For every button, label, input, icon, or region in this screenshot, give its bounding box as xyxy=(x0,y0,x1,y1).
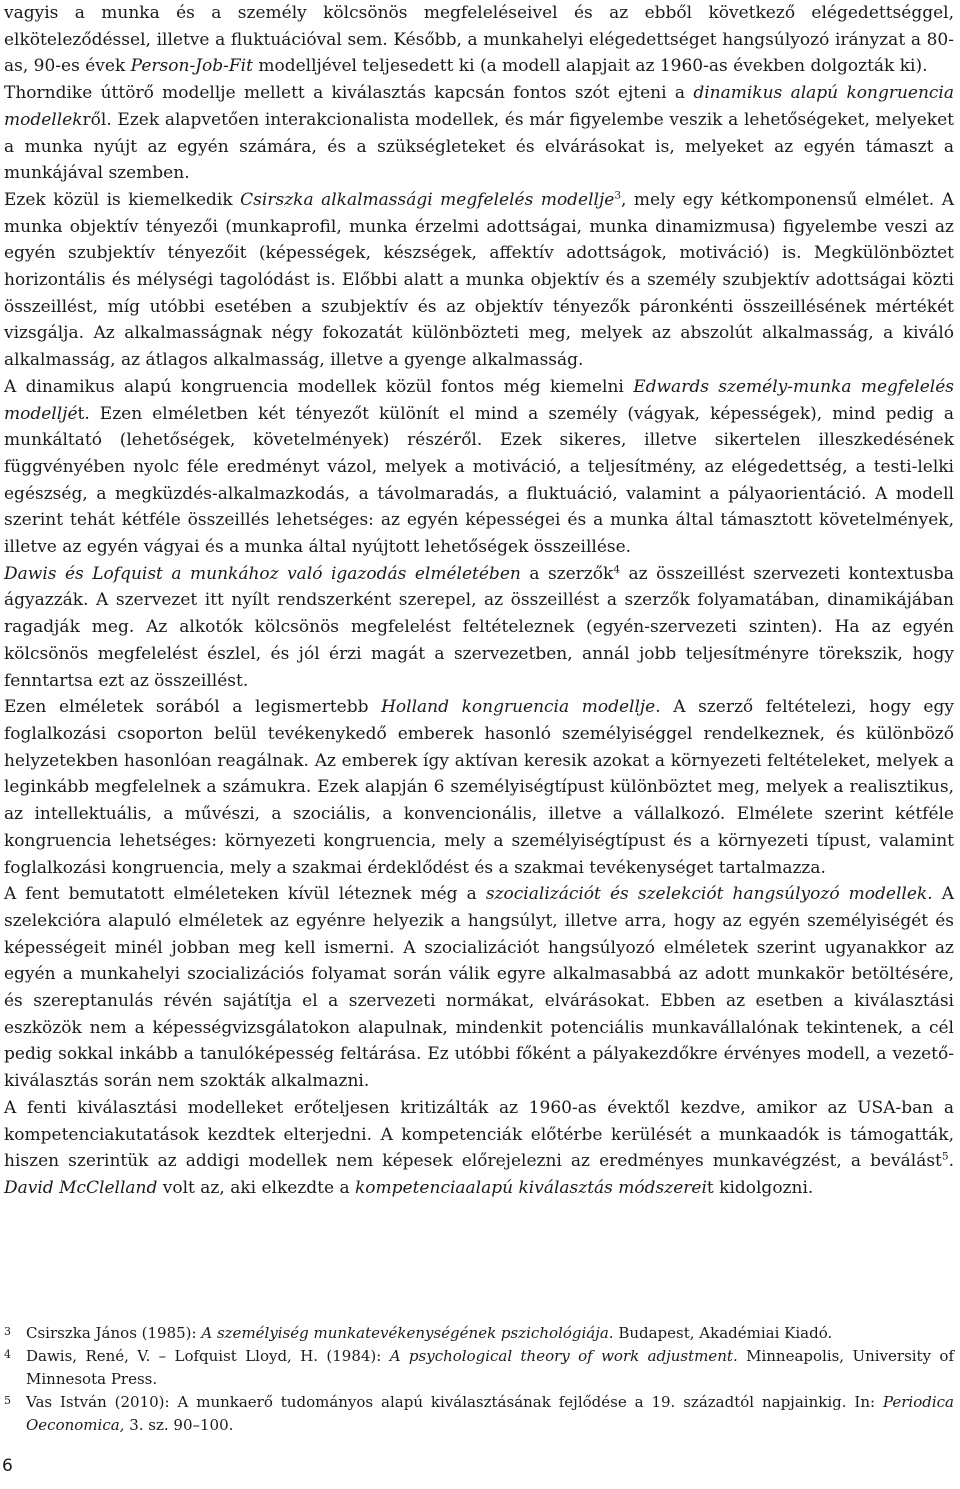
text-run: A fenti kiválasztási modelleket erőteljesen kritizálták az 1960-as évektől kezdve, amikor az USA-ban a kompetenciakutatások kezdtek elterjedni. A kompetenciák előtérbe kerülését a munkaadók is támogatták, hiszen szerintük az addigi modellek nem képesek előrejelezni az eredményes munkavégzést, a beválást xyxy=(4,1097,954,1172)
text-run: Dawis, René, V. – Lofquist Lloyd, H. (1984): xyxy=(26,1347,390,1365)
paragraph xyxy=(4,374,954,561)
paragraph xyxy=(4,80,954,187)
paragraph xyxy=(4,187,954,374)
paragraph xyxy=(4,0,954,80)
footnote-text xyxy=(26,1322,954,1345)
text-run: Thorndike úttörő modellje mellett a kiválasztás kapcsán fontos szót ejteni a xyxy=(4,83,694,104)
footnote-number: 5 xyxy=(4,1394,11,1407)
text-run: A szelekcióra alapuló elméletek az egyénre helyezik a hangsúlyt, illetve arra, hogy az egyén személyiségét és képességeit minél jobban meg kell ismerni. A szocializációt hangsúlyozó elméletek szerint ugyanakkor az egyén a munkahelyi szocializációs folyamat során válik egyre alkalmasabbá az adott munkakör betöltésére, és szereptanulás révén sajátítja el a szervezeti normákat, elvárásokat. Ebben az esetben a kiválasztási eszközök nem a képességvizsgálatokon alapulnak, mindenkit potenciális munkavállalónak tekintenek, a cél pedig sokkal inkább a tanulóképesség feltárása. Ez utóbbi főként a pályakezdőkre érvényes modell, a vezető-kiválasztás során nem szokták alkalmazni. xyxy=(4,884,955,1092)
text-run: Vas István (2010): A munkaerő tudományos alapú kiválasztásának fejlődése a 19. századtól napjainkig. In: xyxy=(26,1393,883,1411)
italic-text: Edwards személy-munka megfelelés modelljé xyxy=(4,376,954,424)
text-run: Ezek közül is kiemelkedik xyxy=(4,189,241,210)
italic-text: Holland kongruencia modellje. xyxy=(381,697,661,718)
text-run: Ezen elméletek sorából a legismertebb xyxy=(4,697,382,718)
body-text xyxy=(4,0,954,1202)
text-run: volt az, aki elkezdte a xyxy=(157,1177,355,1198)
text-run: a szerzők xyxy=(520,563,614,584)
text-run: Budapest, Akadémiai Kiadó. xyxy=(613,1324,833,1342)
italic-text: Person-Job-Fit xyxy=(130,56,253,77)
footnote-reference: 3 xyxy=(614,189,622,202)
italic-text: kompetenciaalapú kiválasztás módszerei xyxy=(355,1177,707,1198)
footnotes xyxy=(4,1322,954,1437)
text-run: modelljével teljesedett ki (a modell alapjait az 1960-as években dolgozták ki). xyxy=(252,56,928,77)
footnote-reference: 4 xyxy=(613,563,621,576)
italic-text: Csirszka alkalmassági megfelelés modellje xyxy=(240,189,615,210)
text-run: vagyis a munka és a személy kölcsönös megfeleléseivel és az ebből következő elégedettséggel, elköteleződéssel, illetve a fluktuációval sem. Később, a munkahelyi elégedettséget hangsúlyozó irányzat a 80-as, 90-es évek xyxy=(4,3,954,77)
text-run: . xyxy=(948,1151,954,1172)
text-run: ről. Ezek alapvetően interakcionalista modellek, és már figyelembe veszik a lehetőségeket, melyeket a munka nyújt az egyén számára, és a szükségleteket és elvárásokat is, melyeket az egyén támaszt a munkájával szemben. xyxy=(4,109,954,184)
paragraph xyxy=(4,561,954,695)
text-run: , mely egy kétkomponensű elmélet. A munka objektív tényezői (munkaprofil, munka érzelmi adottságai, munka dinamizmusa) figyelembe veszi az egyén szubjektív tényezőit (képességek, készségek, affektív adottságok, motiváció) is. Megkülönböztet horizontális és mélységi tagolódást is. Előbbi alatt a munka objektív és a személy szubjektív adottságai közti összeillést, míg utóbbi esetében a szubjektív és az objektív tényezők páronkénti összeillésének mértékét vizsgálja. Az alkalmasságnak négy fokozatát különbözteti meg, melyek az abszolút alkalmasság, a kiváló alkalmasság, az átlagos alkalmasság, illetve a gyenge alkalmasság. xyxy=(4,189,954,371)
text-run: A szerző feltételezi, hogy egy foglalkozási csoporton belül tevékenykedő emberek hasonló személyiséggel rendelkeznek, és különböző helyzetekben hasonlóan reagálnak. Az emberek így aktívan keresik azokat a környezeti feltételeket, melyek a leginkább megfelelnek a számukra. Ezek alapján 6 személyiségtípust különböztet meg, melyek a realisztikus, az intellektuális, a művészi, a szociális, a konvencionális, illetve a vállalkozó. Elmélete szerint kétféle kongruencia lehetséges: környezeti kongruencia, mely a személyiségtípust és a környezeti típust, valamint foglalkozási kongruencia, mely a szakmai érdeklődést és a szakmai tevékenységet tartalmazza. xyxy=(4,697,954,878)
text-run: Minneapolis, University of Minnesota Press. xyxy=(26,1347,955,1388)
italic-text: A psychological theory of work adjustment. xyxy=(389,1347,738,1365)
footnote-text xyxy=(26,1345,954,1391)
footnote-reference: 5 xyxy=(941,1150,949,1163)
text-run: A dinamikus alapú kongruencia modellek közül fontos még kiemelni xyxy=(4,376,634,397)
paragraph xyxy=(4,1095,954,1202)
footnote-number: 3 xyxy=(4,1325,11,1338)
italic-text: szocializációt és szelekciót hangsúlyozó modellek. xyxy=(485,884,933,905)
italic-text: A személyiség munkatevékenységének pszichológiája. xyxy=(201,1324,614,1342)
italic-text: David McClelland xyxy=(4,1177,158,1198)
text-run: t. Ezen elméletben két tényezőt különít el mind a személy (vágyak, képességek), mind pedig a munkáltató (lehetőségek, követelmények) részéről. Ezek sikeres, illetve sikertelen illeszkedésének függvényében nyolc féle eredményt vázol, melyek a motiváció, a teljesítmény, az elégedettség, a testi-lelki egészség, a megküzdés-alkalmazkodás, a távolmaradás, a fluktuáció, valamint a pályaorientáció. A modell szerint tehát kétféle összeillés lehetséges: az egyén képességei és a munka által támasztott követelmények, illetve az egyén vágyai és a munka által nyújtott lehetőségek összeillése. xyxy=(4,403,954,558)
text-run: A fent bemutatott elméleteken kívül léteznek még a xyxy=(4,884,486,905)
text-run: az összeillést szervezeti kontextusba ágyazzák. A szervezet itt nyílt rendszerként szerepel, az összeillést a szerzők folyamatában, dinamikájában ragadják meg. Az alkotók kölcsönös megfelelést feltételeznek (egyén-szervezeti szinten). Ha az egyén kölcsönös megfelelést észlel, és jól érzi magát a szervezetben, annál jobb teljesítményre törekszik, hogy fenntartsa ezt az összeillést. xyxy=(4,563,955,691)
text-run: 3. sz. 90–100. xyxy=(124,1416,234,1434)
footnote-number: 4 xyxy=(4,1348,11,1361)
text-run: t kidolgozni. xyxy=(706,1177,814,1198)
footnote xyxy=(4,1391,954,1437)
italic-text: Periodica Oeconomica, xyxy=(26,1393,954,1434)
paragraph xyxy=(4,881,954,1095)
italic-text: dinamikus alapú kongruencia modellek xyxy=(4,83,954,130)
italic-text: Dawis és Lofquist a munkához való igazodás elméletében xyxy=(4,563,521,584)
footnote xyxy=(4,1322,954,1345)
footnote xyxy=(4,1345,954,1391)
page-number: 6 xyxy=(2,1456,13,1476)
text-run: Csirszka János (1985): xyxy=(26,1324,202,1342)
paragraph xyxy=(4,694,954,881)
footnote-text xyxy=(26,1391,954,1437)
